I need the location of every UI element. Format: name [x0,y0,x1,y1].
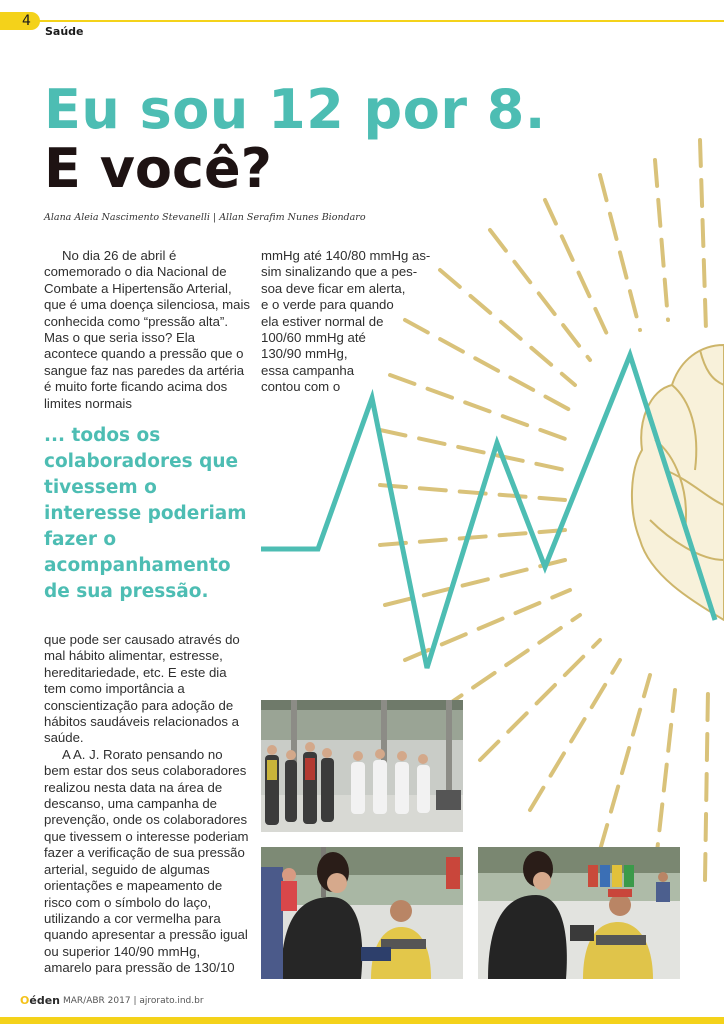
body-column-1 [44,248,250,412]
footer-rule [0,1017,724,1024]
body-line: ela estiver normal de [261,313,384,329]
footer-info [63,996,204,1006]
page-number: 4 [22,13,31,29]
body-line: mmHg até 140/80 mmHg as- [261,248,431,263]
article-title-line1: Eu sou 12 por 8. [44,78,546,141]
issue-date: MAR/ABR 2017 [63,996,131,1006]
photo-pressure-check-1 [261,847,463,979]
body-line: 130/90 mmHg, [261,346,348,362]
pull-quote: ... todos os colaboradores que tivessem o interesse poderiam fazer o acompanhamento de sua pressão. [44,425,247,602]
body-line: contou com o [261,379,341,395]
article-title-line2: E você? [44,137,272,200]
magazine-logo-o: O [20,994,30,1007]
body-column-3 [44,632,250,977]
footer-separator: | [133,996,137,1006]
magazine-logo-text: éden [29,994,60,1007]
body-paragraph: que pode ser causado através do mal hábito alimentar, estresse, hereditariedade, etc. E este dia tem como importância a conscientização para adoção de hábitos saudáveis relacionados a saúde. [44,632,240,746]
heart-illustration [632,345,724,620]
body-line: 100/60 mmHg até [261,330,366,346]
body-line: e o verde para quando [261,297,394,313]
photo-group-waiting [261,700,463,832]
article-authors: Alana Aleia Nascimento Stevanelli | Allan Serafim Nunes Biondaro [44,212,366,223]
section-label: Saúde [45,25,84,38]
website-link[interactable]: ajrorato.ind.br [139,996,204,1006]
body-line: sim sinalizando que a pes- [261,264,418,280]
body-paragraph: A A. J. Rorato pensando no bem estar dos seus colaboradores realizou nesta data na área de descanso, uma campanha de prevenção, onde os colaboradores que tivessem o interesse poderiam fazer a verificação de sua pressão arterial, seguido de algumas orientações e mapeamento de risco com o símbolo do laço, utilizando a cor vermelha para quando apresentar a pressão igual ou superior 140/90 mmHg, amarelo para pressão de 130/10 [44,746,249,976]
body-column-2 [261,248,441,396]
magazine-logo [20,994,60,1007]
body-line: soa deve ficar em alerta, [261,280,406,296]
body-line: essa campanha [261,362,355,378]
body-paragraph: No dia 26 de abril é comemorado o dia Nacional de Combate a Hipertensão Arterial, que é uma doença silenciosa, mais conhecida como “pressão alta”. Mas o que seria isso? Ela acontece quando a pressão que o sangue faz nas paredes da artéria é muito forte ficando acima dos limites normais [44,248,250,411]
photo-pressure-check-2 [478,847,680,979]
